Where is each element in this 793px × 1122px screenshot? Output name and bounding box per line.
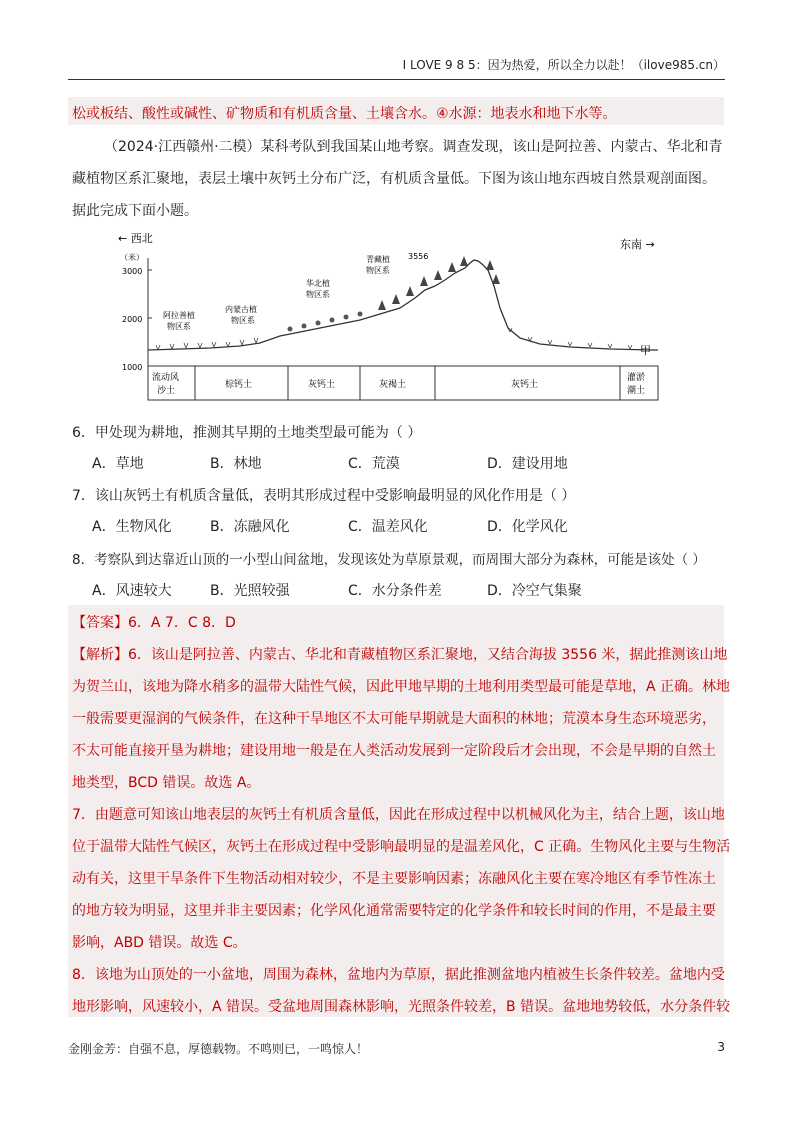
peak-elevation: 3556 (408, 252, 429, 261)
dir-northwest-label: ← 西北 (118, 232, 153, 245)
analysis-line-7: 位于温带大陆性气候区，灰钙土在形成过程中受影响最明显的是温差风化，C 正确。生物风化主要与生物活 (72, 839, 731, 855)
zone-qingzang-1: 青藏植 (366, 255, 390, 264)
intro-line-1: （2024·江西赣州·二模）某科考队到我国某山地考察。调查发现，该山是阿拉善、内蒙古、华北和青 (104, 139, 723, 155)
q7-option-d: D．化学风化 (487, 519, 568, 535)
zone-alashan-1: 阿拉善植 (163, 311, 195, 320)
page-number: 3 (717, 1040, 725, 1054)
analysis-line-12: 地形影响，风速较小，A 错误。受盆地周围森林影响，光照条件较差，B 错误。盆地地势较低，水分条件较 (72, 999, 731, 1015)
zone-huabei-1: 华北植 (306, 279, 330, 288)
soil-gray-cinnamon: 灰褐土 (379, 380, 407, 390)
unit-label: （米） (120, 253, 144, 262)
question-6-stem: 6．甲处现为耕地，推测其早期的土地类型最可能为（ ） (72, 425, 422, 441)
zone-huabei-2: 物区系 (306, 290, 330, 299)
landscape-profile-figure (110, 228, 670, 404)
q7-option-a: A．生物风化 (92, 519, 172, 535)
q6-option-b: B．林地 (210, 456, 262, 472)
intro-line-2: 藏植物区系汇聚地，表层土壤中灰钙土分布广泛，有机质含量低。下图为该山地东西坡自然景观剖面图。 (72, 171, 716, 187)
soil-sand-1: 流动风 (152, 373, 180, 383)
soil-irrigated-2: 潮土 (627, 386, 646, 396)
analysis-line-2: 为贺兰山，该地为降水稍多的温带大陆性气候，因此甲地早期的土地利用类型最可能是草地，A 正确。林地 (72, 679, 731, 695)
soil-sand-2: 沙土 (157, 386, 176, 396)
tick-2000: 2000 (122, 315, 143, 324)
continued-text-band (68, 97, 724, 125)
soil-irrigated-1: 灌淤 (627, 373, 646, 383)
page-header: I LOVE 9 8 5：因为热爱，所以全力以赴！（ilove985.cn） (68, 56, 725, 80)
q8-option-c: C．水分条件差 (348, 583, 442, 599)
analysis-line-1: 【解析】6．该山是阿拉善、内蒙古、华北和青藏植物区系汇聚地，又结合海拔 3556 米，据此推测该山地 (72, 647, 728, 663)
tick-1000: 1000 (122, 363, 143, 372)
page-footer (68, 1040, 725, 1057)
analysis-line-10: 影响，ABD 错误。故选 C。 (72, 935, 247, 951)
analysis-line-9: 的地方较为明显，这里并非主要因素；化学风化通常需要特定的化学条件和较长时间的作用，不是最主要 (72, 903, 716, 919)
q8-option-d: D．冷空气集聚 (487, 583, 582, 599)
analysis-line-11: 8．该地为山顶处的一小盆地，周围为森林，盆地内为草原，据此推测盆地内植被生长条件较差。盆地内受 (72, 967, 725, 983)
analysis-line-3: 一般需要更湿润的气候条件，在这种干旱地区不太可能早期就是大面积的林地；荒漠本身生态环境恶劣， (72, 711, 716, 727)
q8-option-a: A．风速较大 (92, 583, 172, 599)
soil-sierozem-west: 灰钙土 (308, 380, 336, 390)
q8-option-b: B．光照较强 (210, 583, 290, 599)
analysis-line-8: 动有关，这里干旱条件下生物活动相对较少，不是主要影响因素；冻融风化主要在寒冷地区有季节性冻土 (72, 871, 716, 887)
q7-option-c: C．温差风化 (348, 519, 428, 535)
footer-motto: 金刚金芳：自强不息，厚德载物。不鸣则已，一鸣惊人！ (68, 1042, 369, 1056)
soil-sierozem-east: 灰钙土 (511, 380, 539, 390)
intro-line-3: 据此完成下面小题。 (72, 203, 198, 219)
zone-alashan-2: 物区系 (167, 322, 191, 331)
continued-text: 松或板结、酸性或碱性、矿物质和有机质含量、土壤含水。④水源：地表水和地下水等。 (72, 106, 617, 122)
q6-option-d: D．建设用地 (487, 456, 568, 472)
analysis-line-5: 地类型，BCD 错误。故选 A。 (72, 775, 261, 791)
analysis-line-4: 不太可能直接开垦为耕地；建设用地一般是在人类活动发展到一定阶段后才会出现，不会是早期的自然土 (72, 743, 716, 759)
point-jia: 甲 (640, 344, 651, 357)
zone-qingzang-2: 物区系 (366, 266, 390, 275)
q7-option-b: B．冻融风化 (210, 519, 290, 535)
question-7-stem: 7．该山灰钙土有机质含量低，表明其形成过程中受影响最明显的风化作用是（ ） (72, 488, 576, 504)
zone-neimenggu-2: 物区系 (231, 316, 255, 325)
answer-line: 【答案】6．A 7．C 8．D (72, 615, 236, 631)
question-8-stem: 8．考察队到达靠近山顶的一小型山间盆地，发现该处为草原景观，而周围大部分为森林，可能是该处（ ） (72, 552, 706, 568)
dir-southeast-label: 东南 → (620, 238, 655, 251)
zone-neimenggu-1: 内蒙古植 (225, 305, 257, 314)
tick-3000: 3000 (122, 267, 143, 276)
q6-option-a: A．草地 (92, 456, 144, 472)
soil-brown-calcic: 棕钙土 (225, 380, 253, 390)
q6-option-c: C．荒漠 (348, 456, 400, 472)
analysis-line-6: 7．由题意可知该山地表层的灰钙土有机质含量低，因此在形成过程中以机械风化为主，结合上题，该山地 (72, 807, 725, 823)
